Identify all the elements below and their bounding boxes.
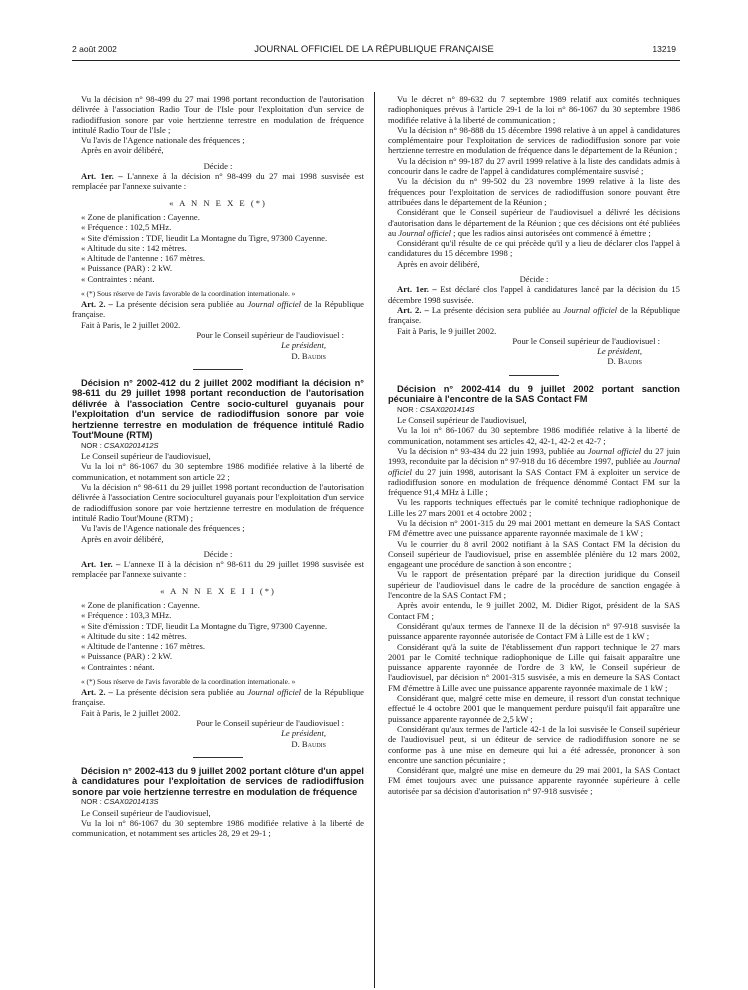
header-date: 2 août 2002 [72, 44, 117, 54]
nor-label: NOR : [397, 404, 420, 414]
journal-name: Journal officiel [247, 299, 302, 310]
article-label: Art. 1er. – [397, 284, 437, 295]
paragraph: Après avoir entendu, le 9 juillet 2002, M. Didier Rigot, président de la SAS Contact FM ; [388, 600, 680, 621]
nor-code: CSAX0201414S [419, 404, 475, 414]
annex-note: « (*) Sous réserve de l'avis favorable de la coordination internationale. » [81, 289, 296, 299]
paragraph: Le Conseil supérieur de l'audiovisuel, [81, 451, 211, 462]
annex-line: « Puissance (PAR) : 2 kW. [81, 263, 173, 274]
paragraph: Le Conseil supérieur de l'audiovisuel, [397, 415, 527, 426]
paragraph: Vu le courrier du 8 avril 2002 notifiant à la SAS Contact FM la décision du Conseil supérieur de l'audiovisuel, prise en assemblée plénière du 12 mars 2002, engageant une procédure de sanction à son encontre ; [388, 538, 680, 570]
signature-for: Pour le Conseil supérieur de l'audiovisuel : [196, 717, 344, 728]
decision-413-title: Décision n° 2002-413 du 9 juillet 2002 portant clôture d'un appel à candidatures pour l'exploitation de services de radiodiffusion sonore par voie hertzienne terrestre en modulation de fréquence [72, 765, 364, 797]
paragraph: Vu la loi n° 86-1067 du 30 septembre 1986 modifiée relative à la liberté de communication, et notamment son article 22 ; [72, 461, 364, 482]
paragraph: Vu la décision n° 98-611 du 29 juillet 1998 portant reconduction de l'autorisation délivrée à l'association Centre socioculturel guyanais pour l'exploitation d'un service de radiodiffusion sonore par voie hertzienne terrestre en modulation de fréquence intitulé Radio Tout'Moune (RTM) ; [72, 482, 364, 523]
fait-line: Fait à Paris, le 2 juillet 2002. [81, 707, 181, 718]
header-page-number: 13219 [652, 44, 676, 54]
considerant: Considérant qu'aux termes de l'article 42-1 de la loi susvisée le Conseil supérieur de l'audiovisuel peut, si un éditeur de service de radiodiffusion sonore ne se conforme pas à une mise en demeure qui lui a été adressée, prononcer à son encontre une sanction pécuniaire ; [388, 723, 680, 765]
paragraph: Vu la décision n° 99-187 du 27 avril 1999 relative à la liste des candidats admis à concourir dans le cadre de l'appel à candidatures complémentaire susvisé ; [388, 155, 680, 177]
signature-role [72, 728, 364, 738]
annex-line: « Site d'émission : TDF, lieudit La Montagne du Tigre, 97300 Cayenne. [81, 620, 328, 631]
signature-role-text: Le président, [281, 340, 326, 351]
article-text: de la République française. [72, 687, 365, 708]
paragraph: Vu la décision n° 98-499 du 27 mai 1998 portant reconduction de l'autorisation délivrée à l'association Radio Tour de l'Isle pour l'exploitation d'un service de radiodiffusion sonore par voie hertzienne terrestre en modulation de fréquence intitulé Radio Tour de l'Isle ; [72, 94, 364, 135]
signature-role-text: Le président, [281, 728, 326, 739]
considerant [388, 207, 680, 238]
nor-code: CSAX0201412S [103, 440, 159, 450]
paragraph: Vu le décret n° 89-632 du 7 septembre 1989 relatif aux comités techniques radiophoniques prévus à l'article 29-1 de la loi n° 86-1067 du 30 septembre 1986 modifiée relative à la liberté de communication ; [388, 94, 680, 125]
article-2 [72, 299, 364, 320]
paragraph: Vu l'avis de l'Agence nationale des fréquences ; [81, 135, 245, 146]
decide-heading: Décide : [203, 548, 233, 559]
annex-line: « Altitude du site : 142 mètres. [81, 630, 187, 641]
paragraph: Vu l'avis de l'Agence nationale des fréquences ; [81, 523, 245, 534]
annex-title: « A N N E X E I I (*) [160, 585, 276, 596]
paragraph: Vu la décision n° 2001-315 du 29 mai 2001 mettant en demeure la SAS Contact FM d'émettre avec une puissance apparente rayonnée maximale de 1 kW ; [388, 517, 680, 539]
article-text: Est déclaré clos l'appel à candidatures lancé par la décision du 15 décembre 1998 susvisée. [388, 284, 680, 305]
paragraph: Vu la décision du n° 99-502 du 23 novembre 1999 relative à la liste des fréquences pour l'exploitation de services de radiodiffusion sonore pouvant être attribuées dans le département de la Réunion ; [388, 176, 680, 207]
article-text: L'annexe II à la décision n° 98-611 du 29 juillet 1998 susvisée est remplacée par l'annexe suivante : [72, 559, 364, 580]
annex-line: « Altitude de l'antenne : 167 mètres. [81, 253, 205, 264]
decide-heading: Décide : [203, 160, 233, 171]
considerant: Considérant que, malgré cette mise en demeure, il ressort d'un constat technique effectué le 4 octobre 2001 que le manquement perdure puisqu'il fait apparaître une puissance apparente rayonnée de 2,5 kW ; [388, 693, 680, 724]
paragraph: Après en avoir délibéré, [81, 533, 164, 544]
paragraph-text: du 27 juin 1993, reconduite par la décision n° 97-918 du 16 décembre 1997, publiée au [388, 445, 680, 467]
considerant: Considérant qu'aux termes de l'annexe II de la décision n° 97-918 susvisée la puissance apparente rayonnée autorisée de Contact FM à Lille est de 1 kW ; [388, 620, 680, 642]
annex-line: « Contraintes : néant. [81, 661, 155, 672]
article-1 [388, 284, 680, 305]
annex-line: « Altitude du site : 142 mètres. [81, 242, 187, 253]
paragraph: Vu la loi n° 86-1067 du 30 septembre 1986 modifiée relative à la liberté de communication, et notamment ses articles 28, 29 et 29-1 ; [72, 817, 364, 839]
nor-reference [388, 405, 680, 415]
article-label: Art. 1er. – [81, 171, 123, 182]
article-text: L'annexe à la décision n° 98-499 du 27 mai 1998 susvisée est remplacée par l'annexe suivante : [72, 171, 364, 192]
decision-412-title: Décision n° 2002-412 du 2 juillet 2002 modifiant la décision n° 98-611 du 29 juillet 1998 portant reconduction de l'autorisation délivrée à l'association Centre socio-culturel guyanais pour l'exploitation d'un service de radiodiffusion sonore par voie hertzienne terrestre en modulation de fréquence intitulé Radio Tout'Moune (RTM) [72, 377, 364, 441]
article-1 [72, 559, 364, 580]
nor-code: CSAX0201413S [103, 797, 159, 807]
considerant: Considérant que, malgré une mise en demeure du 29 mai 2001, la SAS Contact FM émet toujours avec une puissance apparente rayonnée supérieure à celle autorisée par sa décision d'autorisation n° 97-918 susvisée ; [388, 765, 680, 796]
considerant-text: Considérant que le Conseil supérieur de l'audiovisuel a délivré les décisions d'autorisation dans le département de la Réunion ; que ces décisions ont été publiées au [388, 207, 680, 238]
article-2 [72, 687, 364, 708]
paragraph: Vu la loi n° 86-1067 du 30 septembre 1986 modifiée relative à la liberté de communication, notamment ses articles 42, 42-1, 42-2 et 42-7 ; [388, 425, 680, 446]
paragraph-text: Vu la décision n° 93-434 du 22 juin 1993, publiée au [397, 445, 588, 456]
article-label: Art. 2. – [81, 299, 113, 310]
article-text: La présente décision sera publiée au [115, 299, 248, 310]
journal-name: Journal officiel [247, 687, 302, 698]
header-rule [72, 60, 680, 61]
considerant: Considérant qu'il résulte de ce qui précède qu'il y a lieu de déclarer clos l'appel à candidatures du 15 décembre 1998 ; [388, 238, 680, 259]
paragraph: Vu la décision n° 98-888 du 15 décembre 1998 relative à un appel à candidatures complémentaire pour l'exploitation de services de radiodiffusion sonore par voie hertzienne terrestre en modulation de fréquence dans le département de la Réunion ; [388, 124, 680, 156]
article-label: Art. 2. – [81, 687, 113, 698]
signature-name: D. Baudis [607, 356, 642, 367]
annex-line: « Zone de planification : Cayenne. [81, 211, 200, 222]
annex-line: « Altitude de l'antenne : 167 mètres. [81, 641, 205, 652]
signature-role-text: Le président, [597, 346, 642, 357]
annex-line: « Zone de planification : Cayenne. [81, 599, 200, 610]
journal-name: Journal officiel [563, 304, 618, 315]
left-column [72, 94, 364, 839]
fait-line: Fait à Paris, le 9 juillet 2002. [397, 325, 497, 336]
paragraph [388, 446, 680, 497]
article-label: Art. 1er. – [81, 559, 121, 570]
annex-line: « Fréquence : 102,5 MHz. [81, 222, 172, 233]
paragraph-text: du 27 juin 1998, autorisant la SAS Contact FM à exploiter un service de radiodiffusion sonore en modulation de fréquence dénommé Contact FM sur la fréquence 91,4 MHz à Lille ; [388, 466, 680, 498]
signature-role [72, 340, 364, 350]
nor-label: NOR : [81, 440, 104, 450]
paragraph: Après en avoir délibéré, [81, 145, 164, 156]
considerant: Considérant qu'à la suite de l'établissement d'un rapport technique le 27 mars 2001 par le Comité technique radiophonique de Lille qui faisait apparaître une puissance apparente rayonnée de l'ordre de 3 kW, le Conseil supérieur de l'audiovisuel, par décision n° 2001-315 susvisée, a mis en demeure la SAS Contact FM d'émettre à Lille avec une puissance apparente rayonnée maximale de 1 kW ; [388, 641, 680, 693]
article-text: de la République française. [72, 299, 365, 320]
annex-line: « Fréquence : 103,3 MHz. [81, 610, 172, 621]
signature-for: Pour le Conseil supérieur de l'audiovisuel : [196, 329, 344, 340]
article-text: La présente décision sera publiée au [115, 687, 248, 698]
fait-line: Fait à Paris, le 2 juillet 2002. [81, 319, 181, 330]
nor-reference [72, 441, 364, 451]
column-divider [374, 92, 375, 988]
annex-line: « Contraintes : néant. [81, 273, 155, 284]
decision-414-title: Décision n° 2002-414 du 9 juillet 2002 portant sanction pécuniaire à l'encontre de la SAS Contact FM [388, 383, 680, 405]
signature-role [388, 346, 680, 356]
annex-title: « A N N E X E (*) [169, 197, 267, 208]
decide-heading: Décide : [519, 274, 549, 285]
article-1 [72, 171, 364, 192]
nor-label: NOR : [81, 797, 104, 807]
signature-name: D. Baudis [291, 350, 326, 361]
annex-line: « Puissance (PAR) : 2 kW. [81, 651, 173, 662]
paragraph: Après en avoir délibéré, [397, 258, 480, 269]
article-label: Art. 2. – [397, 304, 429, 315]
journal-name: Journal officiel [398, 227, 452, 238]
header-title: JOURNAL OFFICIEL DE LA RÉPUBLIQUE FRANÇAISE [254, 44, 494, 55]
signature-name: D. Baudis [291, 738, 326, 749]
article-2 [388, 305, 680, 326]
annex-note: « (*) Sous réserve de l'avis favorable de la coordination internationale. » [81, 677, 296, 687]
right-column [388, 94, 680, 796]
paragraph: Le Conseil supérieur de l'audiovisuel, [81, 807, 211, 818]
journal-name: Journal officiel [587, 445, 642, 456]
paragraph: Vu les rapports techniques effectués par le comité technique radiophonique de Lille les 27 mars 2001 et 4 octobre 2002 ; [388, 497, 680, 518]
article-text: de la République française. [388, 304, 681, 326]
paragraph: Vu le rapport de présentation préparé par la direction juridique du Conseil supérieur de l'audiovisuel dans le cadre de la procédure de sanction engagée à l'encontre de la SAS Contact FM ; [388, 569, 680, 601]
journal-name: Journal officiel [388, 456, 680, 477]
nor-reference [72, 797, 364, 807]
article-text: La présente décision sera publiée au [431, 304, 564, 315]
considerant-text: ; que les radios ainsi autorisées ont commencé à émettre ; [451, 227, 651, 238]
annex-line: « Site d'émission : TDF, lieudit La Montagne du Tigre, 97300 Cayenne. [81, 232, 328, 243]
signature-for: Pour le Conseil supérieur de l'audiovisuel : [512, 335, 660, 346]
